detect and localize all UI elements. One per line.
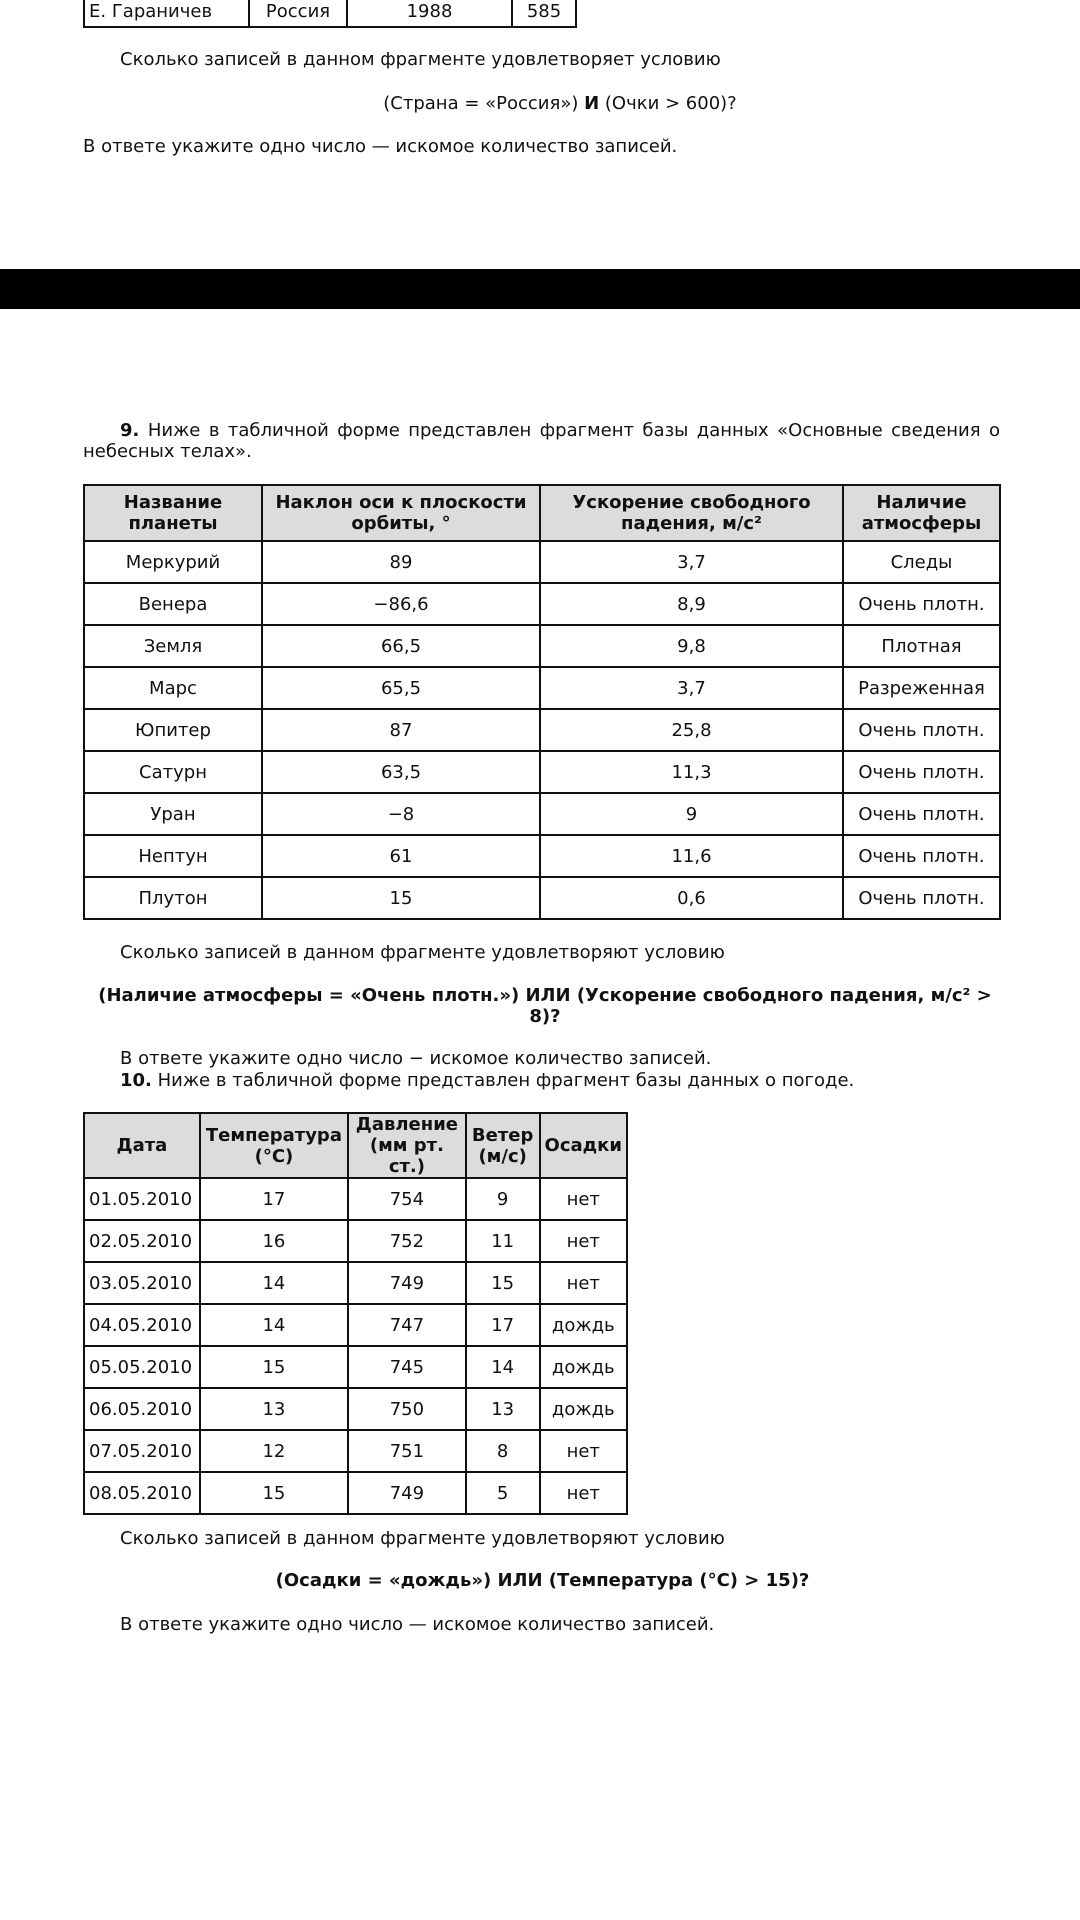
condition-part: (Страна = «Россия») [383,93,585,114]
column-header: Ветер (м/с) [466,1113,540,1178]
table-cell: 13 [200,1388,348,1430]
q9-question: Сколько записей в данном фрагменте удовлетворяют условию [120,942,725,963]
q9-intro [83,420,1000,462]
table-cell: 15 [262,877,540,919]
table-row [84,1220,627,1262]
table-cell: 0,6 [540,877,843,919]
table-cell: 9 [540,793,843,835]
table-cell: 03.05.2010 [84,1262,200,1304]
header-row [84,1113,627,1178]
table-cell: 9 [466,1178,540,1220]
planets-table [83,484,1001,920]
q8-question: Сколько записей в данном фрагменте удовлетворяет условию [120,49,721,70]
table-row [84,583,1000,625]
previous-table [83,0,577,28]
table-cell: 14 [466,1346,540,1388]
table-cell: −8 [262,793,540,835]
table-cell: Россия [249,0,347,27]
table-cell: 61 [262,835,540,877]
table-cell: нет [540,1220,627,1262]
table-cell: 06.05.2010 [84,1388,200,1430]
table-cell: 17 [466,1304,540,1346]
table-cell: 8 [466,1430,540,1472]
q8-condition [0,93,1080,114]
table-cell: 04.05.2010 [84,1304,200,1346]
question-number: 10. [120,1070,152,1091]
table-cell: 3,7 [540,541,843,583]
table-cell: 585 [512,0,576,27]
table-cell: Очень плотн. [843,583,1000,625]
table-row [84,1304,627,1346]
table-cell: 13 [466,1388,540,1430]
table-cell: 749 [348,1262,466,1304]
table-cell: Меркурий [84,541,262,583]
table-cell: 08.05.2010 [84,1472,200,1514]
table-cell: 05.05.2010 [84,1346,200,1388]
question-text: Ниже в табличной форме представлен фрагмент базы данных «Основные сведения о небесных телах». [83,420,1000,462]
table-cell: 25,8 [540,709,843,751]
table-row [84,751,1000,793]
table-cell: 89 [262,541,540,583]
table-cell: 87 [262,709,540,751]
table-cell: Венера [84,583,262,625]
table-row [84,1178,627,1220]
table-cell: дождь [540,1346,627,1388]
table-cell: 749 [348,1472,466,1514]
question-text: Ниже в табличной форме представлен фрагмент базы данных о погоде. [151,1070,855,1091]
table-cell: 15 [200,1472,348,1514]
condition-part: (Очки > 600)? [599,93,737,114]
table-row [84,1346,627,1388]
q10-condition: (Осадки = «дождь») ИЛИ (Температура (°С) > 15)? [275,1570,810,1591]
table-cell: 11,6 [540,835,843,877]
table-cell: Сатурн [84,751,262,793]
table-cell: нет [540,1472,627,1514]
table-cell: Плутон [84,877,262,919]
table-cell: 66,5 [262,625,540,667]
table-cell: 8,9 [540,583,843,625]
table-cell: Уран [84,793,262,835]
table-cell: 65,5 [262,667,540,709]
column-header: Давление (мм рт. ст.) [348,1113,466,1178]
table-cell: 02.05.2010 [84,1220,200,1262]
header-row [84,485,1000,541]
table-cell: 11,3 [540,751,843,793]
table-cell: 11 [466,1220,540,1262]
q9-answer-note: В ответе укажите одно число − искомое количество записей. [120,1048,712,1069]
table-cell: 5 [466,1472,540,1514]
table-cell: 12 [200,1430,348,1472]
table-cell: −86,6 [262,583,540,625]
table-cell: нет [540,1430,627,1472]
q10-answer-note: В ответе укажите одно число — искомое количество записей. [120,1614,715,1635]
table-cell: 750 [348,1388,466,1430]
condition-operator: И [584,93,600,114]
q10-question: Сколько записей в данном фрагменте удовлетворяют условию [120,1528,725,1549]
table-cell: нет [540,1178,627,1220]
table-cell: 14 [200,1304,348,1346]
table-cell: 16 [200,1220,348,1262]
q8-answer-note: В ответе укажите одно число — искомое количество записей. [83,136,678,157]
column-header: Наличие атмосферы [843,485,1000,541]
column-header: Осадки [540,1113,627,1178]
table-cell: 07.05.2010 [84,1430,200,1472]
table-cell: Очень плотн. [843,709,1000,751]
column-header: Температура (°С) [200,1113,348,1178]
table-cell: 17 [200,1178,348,1220]
table-cell: 15 [466,1262,540,1304]
table-cell: 14 [200,1262,348,1304]
table-row [84,793,1000,835]
table-row [84,1430,627,1472]
table-cell: 63,5 [262,751,540,793]
table-row [84,1472,627,1514]
weather-table [83,1112,628,1515]
table-row [84,835,1000,877]
table-cell: Е. Гараничев [84,0,249,27]
table-cell: Юпитер [84,709,262,751]
table-row [84,1388,627,1430]
table-row [84,709,1000,751]
table-cell: 752 [348,1220,466,1262]
q10-intro [120,1070,854,1091]
table-cell: дождь [540,1304,627,1346]
table-row [84,541,1000,583]
table-cell: Следы [843,541,1000,583]
table-row [84,625,1000,667]
table-cell: Очень плотн. [843,751,1000,793]
table-row [84,0,576,27]
table-cell: 751 [348,1430,466,1472]
table-cell: Разреженная [843,667,1000,709]
table-cell: Марс [84,667,262,709]
table-cell: Земля [84,625,262,667]
table-cell: Очень плотн. [843,877,1000,919]
table-cell: нет [540,1262,627,1304]
table-cell: 3,7 [540,667,843,709]
q9-condition: (Наличие атмосферы = «Очень плотн.») ИЛИ (Ускорение свободного падения, м/с² > 8)? [98,985,992,1027]
table-cell: Нептун [84,835,262,877]
table-cell: дождь [540,1388,627,1430]
column-header: Ускорение свободного падения, м/с² [540,485,843,541]
table-cell: 754 [348,1178,466,1220]
table-cell: Очень плотн. [843,835,1000,877]
column-header: Наклон оси к плоскости орбиты, ° [262,485,540,541]
table-cell: Плотная [843,625,1000,667]
table-cell: 9,8 [540,625,843,667]
table-cell: 01.05.2010 [84,1178,200,1220]
table-row [84,877,1000,919]
table-cell: 747 [348,1304,466,1346]
table-row [84,1262,627,1304]
column-header: Название планеты [84,485,262,541]
question-number: 9. [120,420,140,441]
table-cell: 1988 [347,0,512,27]
column-header: Дата [84,1113,200,1178]
table-cell: 15 [200,1346,348,1388]
table-row [84,667,1000,709]
table-cell: Очень плотн. [843,793,1000,835]
page-separator-bar [0,269,1080,309]
table-cell: 745 [348,1346,466,1388]
